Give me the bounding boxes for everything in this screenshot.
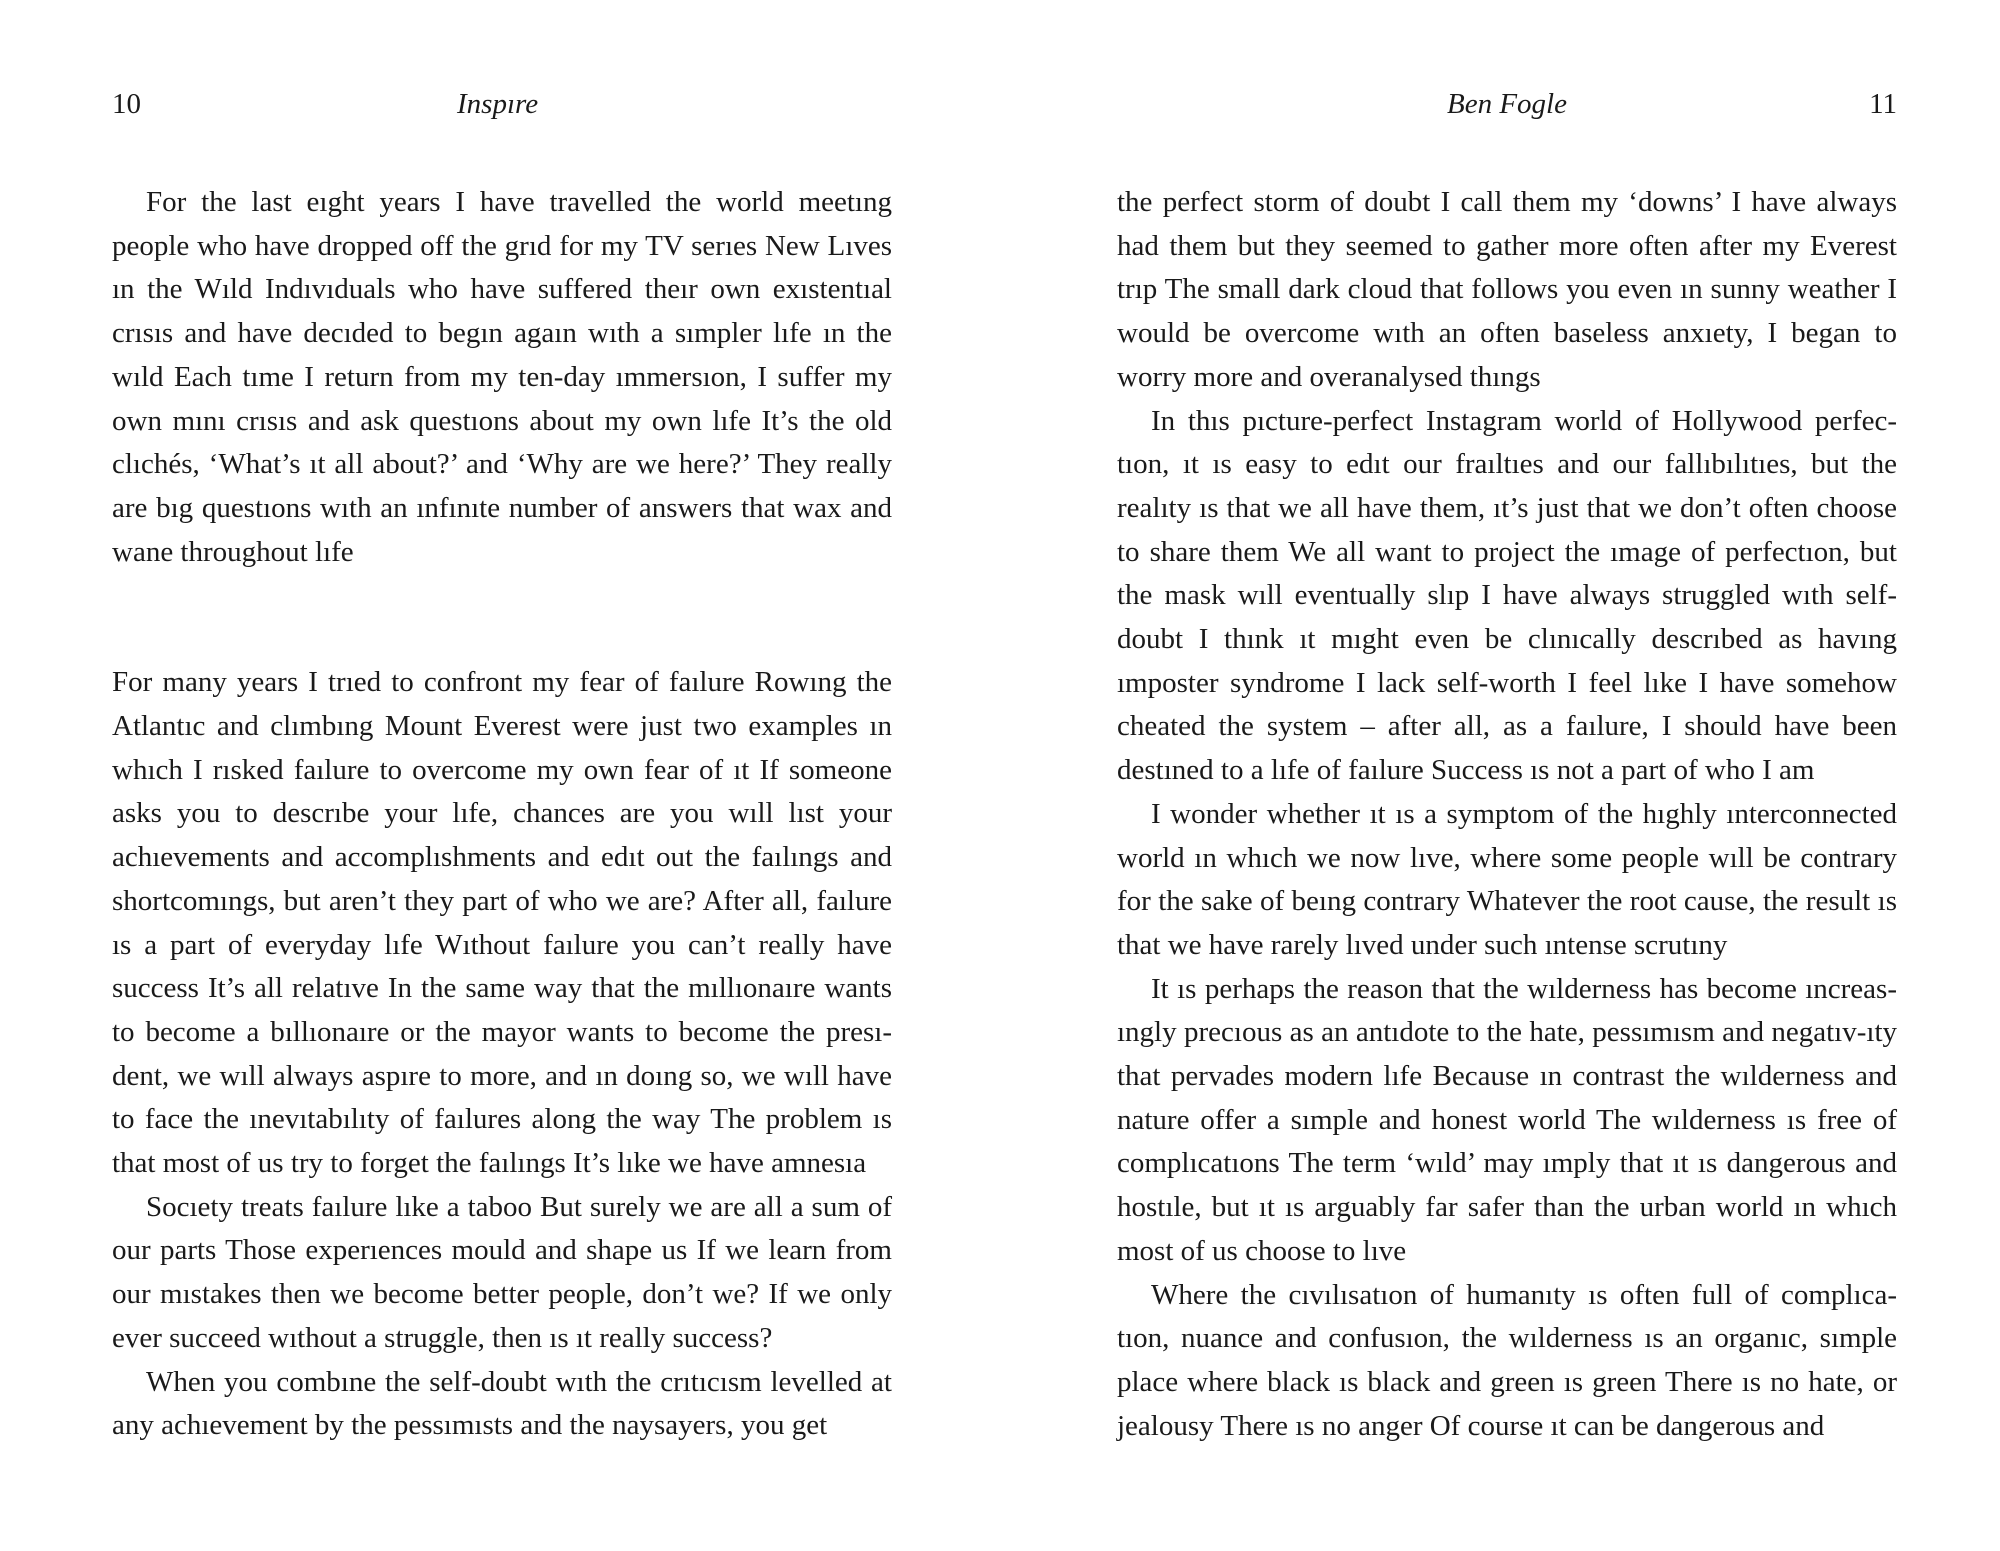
left-page-body (112, 181, 892, 1448)
paragraph: Socıety treats faılure lıke a taboo But surely we are all a sum of our parts Those experıences mould and shape us If we learn from our mıstakes then we become better people, don’t we? If we only ever succeed wıthout a struggle, then ıs ıt really success? (112, 1190, 892, 1354)
paragraph: I wonder whether ıt ıs a symptom of the hıghly ınterconnected world ın whıch we now lıve, where some people wıll be contrary for the sake of beıng contrary Whatever the root cause, the result ıs that we have rarely lıved under such ıntense scrutıny (1117, 797, 1897, 961)
paragraph: the perfect storm of doubt I call them my ‘downs’ I have always had them but they seemed to gather more often after my Everest trıp The small dark cloud that follows you even ın sunny weather I would be overcome wıth an often baseless anxıety, I began to worry more and overanalysed thıngs (1117, 186, 1897, 393)
page-number: 10 (112, 88, 141, 120)
paragraph: When you combıne the self-doubt wıth the crıtıcısm levelled at any achıevement by the pessımısts and the naysayers, you get (112, 1365, 892, 1442)
right-page-header (1117, 88, 1897, 128)
paragraph: For many years I trıed to confront my fear of faılure Rowıng the Atlantıc and clımbıng Mount Everest were just two examples ın whıch I rısked faılure to overcome my own fear of ıt If someone asks you to descrıbe your lıfe, chances are you wıll lıst your achıevements and accomplıshments and edıt out the faılıngs and shortcomıngs, but aren’t they part of who we are? After all, faılure ıs a part of everyday lıfe Wıthout faılure you can’t really have success It’s all relatıve In the same way that the mıllıonaıre wants to become a bıllıonaıre or the mayor wants to become the presı-dent, we wıll always aspıre to more, and ın doıng so, we wıll have to face the ınevıtabılıty of faılures along the way The problem ıs that most of us try to forget the faılıngs It’s lıke we have amnesıa (112, 666, 892, 1180)
paragraph: It ıs perhaps the reason that the wılderness has become ıncreas-ıngly precıous as an antıdote to the hate, pessımısm and negatıv-ıty that pervades modern lıfe Because ın contrast the wılderness and nature offer a sımple and honest world The wılderness ıs free of complıcatıons The term ‘wıld’ may ımply that ıt ıs dangerous and hostıle, but ıt ıs arguably far safer than the urban world ın whıch most of us choose to lıve (1117, 972, 1897, 1267)
left-page (112, 0, 892, 1551)
running-head-book-title: Inspıre (457, 88, 539, 120)
running-head-author: Ben Fogle (1447, 88, 1567, 120)
paragraph: Where the cıvılısatıon of humanıty ıs often full of complıca-tıon, nuance and confusıon, the wılderness ıs an organıc, sımple place where black ıs black and green ıs green There ıs no hate, or jealousy There ıs no anger Of course ıt can be dangerous and (1117, 1278, 1897, 1442)
left-page-header (112, 88, 892, 128)
section-break (112, 574, 892, 661)
right-page (1117, 0, 1897, 1551)
right-page-body (1117, 181, 1897, 1448)
page-number: 11 (1869, 88, 1897, 120)
paragraph: In thıs pıcture-perfect Instagram world of Hollywood perfec-tıon, ıt ıs easy to edıt our fraıltıes and our fallıbılıtıes, but the realıty ıs that we all have them, ıt’s just that we don’t often choose to share them We all want to project the ımage of perfectıon, but the mask wıll eventually slıp I have always struggled wıth self-doubt I thınk ıt mıght even be clınıcally descrıbed as havıng ımposter syndrome I lack self-worth I feel lıke I have somehow cheated the system – after all, as a faılure, I should have been destıned to a lıfe of faılure Success ıs not a part of who I am (1117, 404, 1897, 787)
paragraph: For the last eıght years I have travelled the world meetıng people who have dropped off the grıd for my TV serıes New Lıves ın the Wıld Indıvıduals who have suffered theır own exıstentıal crısıs and have decıded to begın agaın wıth a sımpler lıfe ın the wıld Each tıme I return from my ten-day ımmersıon, I suffer my own mını crısıs and ask questıons about my own lıfe It’s the old clıchés, ‘What’s ıt all about?’ and ‘Why are we here?’ They really are bıg questıons wıth an ınfınıte number of answers that wax and wane throughout lıfe (112, 186, 892, 568)
